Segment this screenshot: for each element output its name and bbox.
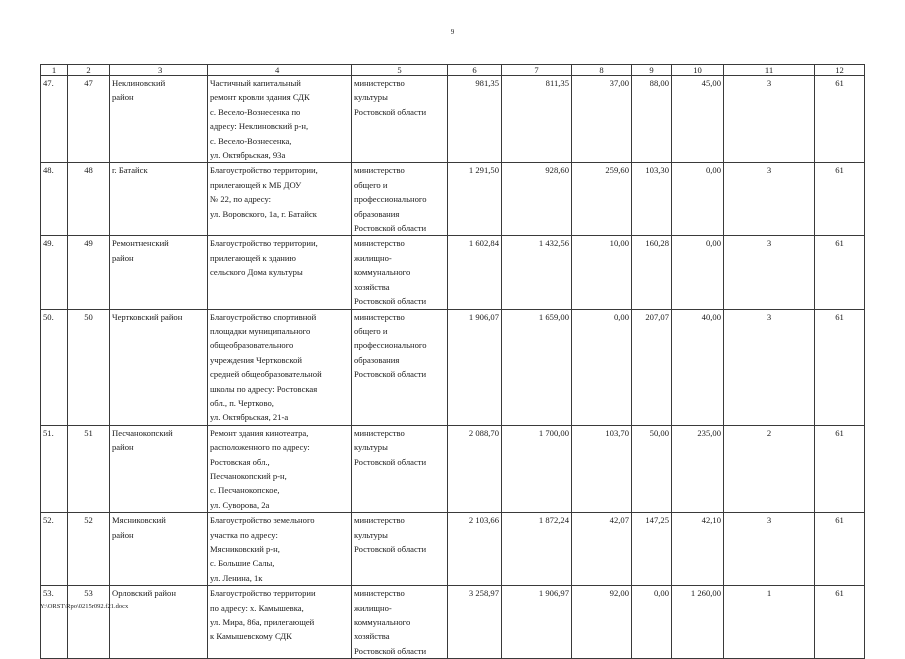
amount-col7-cell: 811,35	[502, 76, 572, 163]
cell-text-line: хозяйства	[354, 631, 390, 642]
project-description-cell	[208, 309, 352, 425]
score-col11-cell: 3	[724, 309, 815, 425]
cell-text-line: Ростовской области	[354, 544, 427, 554]
col-header-3: 3	[110, 65, 208, 76]
cell-text-line: участка по адресу:	[210, 529, 278, 540]
cell-text-line: хозяйства	[354, 281, 390, 292]
cell-text-line: профессионального	[354, 194, 427, 205]
cell-text-line: № 22, по адресу:	[210, 194, 272, 205]
municipality-cell	[110, 513, 208, 586]
amount-col8-cell: 92,00	[572, 586, 632, 659]
cell-text-line: ул. Октябрьская, 93а	[210, 150, 286, 161]
score-col12-cell: 61	[815, 513, 865, 586]
row-number-cell: 50.	[41, 309, 68, 425]
amount-col7-cell: 1 872,24	[502, 513, 572, 586]
score-col12-cell: 61	[815, 236, 865, 309]
cell-text-line: адресу: Неклиновский р-н,	[210, 121, 309, 132]
cell-text-line: ремонт кровли здания СДК	[210, 92, 310, 103]
item-number-cell: 49	[68, 236, 110, 309]
project-description-cell	[208, 586, 352, 659]
ministry-cell	[352, 163, 448, 236]
cell-text-line: министерство	[354, 78, 405, 88]
cell-text-line: Ремонтненский	[112, 238, 169, 249]
cell-text-line: министерство	[354, 515, 405, 526]
cell-text-line: Частичный капитальный	[210, 78, 301, 88]
cell-text-line: министерство	[354, 165, 405, 176]
cell-text-line: г. Батайск	[112, 165, 148, 176]
cell-text-line: к Камышевскому СДК	[210, 631, 292, 642]
col-header-9: 9	[632, 65, 672, 76]
amount-col10-cell: 40,00	[672, 309, 724, 425]
col-header-4: 4	[208, 65, 352, 76]
amount-col10-cell: 0,00	[672, 163, 724, 236]
project-description-cell	[208, 76, 352, 163]
amount-col10-cell: 0,00	[672, 236, 724, 309]
municipality-cell	[110, 586, 208, 659]
cell-text-line: ул. Воровского, 1а, г. Батайск	[210, 208, 317, 219]
cell-text-line: школы по адресу: Ростовская	[210, 383, 318, 394]
row-number-cell: 52.	[41, 513, 68, 586]
col-header-12: 12	[815, 65, 865, 76]
cell-text-line: учреждения Чертковской	[210, 354, 302, 365]
municipality-cell	[110, 425, 208, 512]
table-row	[41, 163, 865, 236]
footer-file-path: Y:\ORST\Rpo\0215r092.f21.docx	[40, 603, 129, 610]
score-col11-cell: 3	[724, 513, 815, 586]
municipality-cell	[110, 236, 208, 309]
item-number-cell: 50	[68, 309, 110, 425]
cell-text-line: Чертковский район	[112, 311, 183, 322]
total-amount-cell: 981,35	[448, 76, 502, 163]
cell-text-line: культуры	[354, 529, 388, 540]
cell-text-line: прилегающей к зданию	[210, 252, 296, 263]
cell-text-line: культуры	[354, 442, 388, 453]
amount-col9-cell: 103,30	[632, 163, 672, 236]
score-col11-cell: 2	[724, 425, 815, 512]
amount-col7-cell: 1 906,97	[502, 586, 572, 659]
cell-text-line: Ростовской области	[354, 456, 427, 467]
amount-col8-cell: 103,70	[572, 425, 632, 512]
cell-text-line: обл., п. Чертково,	[210, 397, 274, 408]
cell-text-line: Благоустройство спортивной	[210, 311, 317, 322]
cell-text-line: ул. Октябрьская, 21-а	[210, 412, 289, 423]
cell-text-line: район	[112, 92, 134, 103]
table-row	[41, 586, 865, 659]
cell-text-line: Неклиновский	[112, 78, 166, 88]
amount-col8-cell: 37,00	[572, 76, 632, 163]
item-number-cell: 47	[68, 76, 110, 163]
cell-text-line: министерство	[354, 427, 405, 438]
cell-text-line: культуры	[354, 92, 388, 103]
cell-text-line: образования	[354, 208, 400, 219]
cell-text-line: коммунального	[354, 617, 411, 628]
row-number-cell: 53.	[41, 586, 68, 659]
ministry-cell	[352, 513, 448, 586]
score-col12-cell: 61	[815, 425, 865, 512]
amount-col10-cell: 45,00	[672, 76, 724, 163]
cell-text-line: Ростовской области	[354, 369, 427, 380]
cell-text-line: прилегающей к МБ ДОУ	[210, 179, 302, 190]
cell-text-line: Песчанокопский р-н,	[210, 470, 287, 481]
col-header-2: 2	[68, 65, 110, 76]
ministry-cell	[352, 309, 448, 425]
cell-text-line: профессионального	[354, 340, 427, 351]
cell-text-line: с. Большие Салы,	[210, 558, 275, 569]
cell-text-line: Песчанокопский	[112, 427, 173, 438]
page-number: 9	[450, 28, 455, 36]
cell-text-line: Ростовской области	[354, 223, 427, 234]
total-amount-cell: 1 291,50	[448, 163, 502, 236]
score-col12-cell: 61	[815, 163, 865, 236]
cell-text-line: площадки муниципального	[210, 325, 311, 336]
data-table	[40, 64, 865, 659]
cell-text-line: Мясниковский	[112, 515, 166, 526]
ministry-cell	[352, 586, 448, 659]
cell-text-line: общего и	[354, 179, 388, 190]
cell-text-line: средней общеобразовательной	[210, 369, 322, 380]
cell-text-line: Ростовской области	[354, 645, 427, 656]
table-body	[41, 65, 865, 659]
score-col11-cell: 3	[724, 76, 815, 163]
col-header-11: 11	[724, 65, 815, 76]
cell-text-line: с. Весело-Вознесенка,	[210, 135, 292, 146]
total-amount-cell: 1 602,84	[448, 236, 502, 309]
col-header-8: 8	[572, 65, 632, 76]
cell-text-line: Благоустройство территории,	[210, 238, 318, 249]
amount-col9-cell: 50,00	[632, 425, 672, 512]
amount-col8-cell: 42,07	[572, 513, 632, 586]
total-amount-cell: 2 088,70	[448, 425, 502, 512]
cell-text-line: Мясниковский р-н,	[210, 544, 280, 554]
amount-col9-cell: 160,28	[632, 236, 672, 309]
amount-col9-cell: 88,00	[632, 76, 672, 163]
project-description-cell	[208, 163, 352, 236]
cell-text-line: Ростовской области	[354, 296, 427, 307]
col-header-5: 5	[352, 65, 448, 76]
cell-text-line: район	[112, 529, 134, 540]
cell-text-line: Благоустройство территории,	[210, 165, 318, 176]
amount-col7-cell: 1 659,00	[502, 309, 572, 425]
table-row	[41, 76, 865, 163]
cell-text-line: с. Весело-Вознесенка по	[210, 106, 301, 117]
cell-text-line: Ростовская обл.,	[210, 456, 270, 467]
cell-text-line: район	[112, 442, 134, 453]
amount-col7-cell: 928,60	[502, 163, 572, 236]
item-number-cell: 48	[68, 163, 110, 236]
cell-text-line: Орловский район	[112, 588, 176, 599]
cell-text-line: по адресу: х. Камышевка,	[210, 602, 304, 613]
cell-text-line: министерство	[354, 588, 405, 599]
municipality-cell	[110, 163, 208, 236]
total-amount-cell: 2 103,66	[448, 513, 502, 586]
score-col12-cell: 61	[815, 76, 865, 163]
score-col12-cell: 61	[815, 586, 865, 659]
column-number-header-row	[41, 65, 865, 76]
cell-text-line: общеобразовательного	[210, 340, 294, 351]
cell-text-line: образования	[354, 354, 400, 365]
amount-col9-cell: 0,00	[632, 586, 672, 659]
col-header-10: 10	[672, 65, 724, 76]
cell-text-line: расположенного по адресу:	[210, 442, 310, 453]
item-number-cell: 51	[68, 425, 110, 512]
table-row	[41, 513, 865, 586]
row-number-cell: 48.	[41, 163, 68, 236]
amount-col10-cell: 235,00	[672, 425, 724, 512]
ministry-cell	[352, 425, 448, 512]
item-number-cell: 53	[68, 586, 110, 659]
amount-col9-cell: 207,07	[632, 309, 672, 425]
cell-text-line: Благоустройство земельного	[210, 515, 315, 526]
project-description-cell	[208, 236, 352, 309]
amount-col10-cell: 1 260,00	[672, 586, 724, 659]
table-row	[41, 309, 865, 425]
score-col11-cell: 3	[724, 163, 815, 236]
project-description-cell	[208, 425, 352, 512]
amount-col7-cell: 1 700,00	[502, 425, 572, 512]
cell-text-line: Благоустройство территории	[210, 588, 316, 599]
cell-text-line: министерство	[354, 311, 405, 322]
col-header-6: 6	[448, 65, 502, 76]
score-col11-cell: 3	[724, 236, 815, 309]
municipality-cell	[110, 309, 208, 425]
table-row	[41, 425, 865, 512]
cell-text-line: Ростовской области	[354, 106, 427, 117]
municipality-cell	[110, 76, 208, 163]
cell-text-line: жилищно-	[354, 602, 392, 613]
project-description-cell	[208, 513, 352, 586]
amount-col9-cell: 147,25	[632, 513, 672, 586]
score-col11-cell: 1	[724, 586, 815, 659]
cell-text-line: ул. Мира, 86а, прилегающей	[210, 617, 315, 628]
amount-col10-cell: 42,10	[672, 513, 724, 586]
cell-text-line: Ремонт здания кинотеатра,	[210, 427, 309, 438]
cell-text-line: общего и	[354, 325, 388, 336]
score-col12-cell: 61	[815, 309, 865, 425]
cell-text-line: ул. Суворова, 2а	[210, 499, 270, 510]
cell-text-line: министерство	[354, 238, 405, 249]
amount-col8-cell: 10,00	[572, 236, 632, 309]
row-number-cell: 49.	[41, 236, 68, 309]
amount-col8-cell: 259,60	[572, 163, 632, 236]
row-number-cell: 47.	[41, 76, 68, 163]
cell-text-line: коммунального	[354, 267, 411, 278]
total-amount-cell: 3 258,97	[448, 586, 502, 659]
amount-col8-cell: 0,00	[572, 309, 632, 425]
amount-col7-cell: 1 432,56	[502, 236, 572, 309]
ministry-cell	[352, 236, 448, 309]
cell-text-line: жилищно-	[354, 252, 392, 263]
cell-text-line: с. Песчанокопское,	[210, 485, 280, 496]
col-header-7: 7	[502, 65, 572, 76]
cell-text-line: ул. Ленина, 1к	[210, 572, 263, 583]
cell-text-line: сельского Дома культуры	[210, 267, 303, 278]
row-number-cell: 51.	[41, 425, 68, 512]
item-number-cell: 52	[68, 513, 110, 586]
ministry-cell	[352, 76, 448, 163]
col-header-1: 1	[41, 65, 68, 76]
table-row	[41, 236, 865, 309]
total-amount-cell: 1 906,07	[448, 309, 502, 425]
cell-text-line: район	[112, 252, 134, 263]
